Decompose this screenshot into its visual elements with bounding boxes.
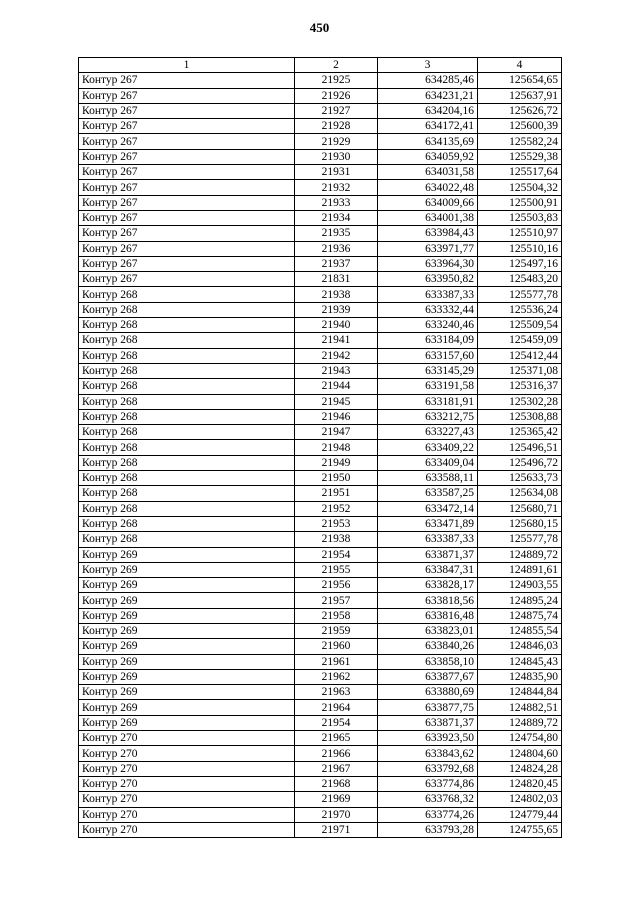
table-row [79, 425, 562, 440]
point-number-cell: 21950 [295, 471, 378, 486]
table-row [79, 88, 562, 103]
y-coordinate-cell: 125536,24 [478, 302, 562, 317]
point-number-cell: 21961 [295, 654, 378, 669]
table-row [79, 593, 562, 608]
contour-name-cell: Контур 269 [79, 685, 295, 700]
contour-name-cell: Контур 267 [79, 88, 295, 103]
point-number-cell: 21957 [295, 593, 378, 608]
y-coordinate-cell: 125654,65 [478, 73, 562, 88]
point-number-cell: 21963 [295, 685, 378, 700]
x-coordinate-cell: 633409,22 [378, 440, 478, 455]
y-coordinate-cell: 125504,32 [478, 180, 562, 195]
point-number-cell: 21937 [295, 256, 378, 271]
table-row [79, 302, 562, 317]
y-coordinate-cell: 125412,44 [478, 348, 562, 363]
contour-name-cell: Контур 268 [79, 486, 295, 501]
y-coordinate-cell: 125308,88 [478, 409, 562, 424]
contour-name-cell: Контур 267 [79, 195, 295, 210]
x-coordinate-cell: 633816,48 [378, 608, 478, 623]
x-coordinate-cell: 633227,43 [378, 425, 478, 440]
contour-name-cell: Контур 268 [79, 333, 295, 348]
table-row [79, 226, 562, 241]
column-header-point: 2 [295, 58, 378, 73]
point-number-cell: 21964 [295, 700, 378, 715]
y-coordinate-cell: 124754,80 [478, 731, 562, 746]
contour-name-cell: Контур 269 [79, 562, 295, 577]
contour-name-cell: Контур 269 [79, 639, 295, 654]
page-number: 450 [309, 20, 330, 35]
table-row [79, 394, 562, 409]
contour-name-cell: Контур 267 [79, 103, 295, 118]
x-coordinate-cell: 633964,30 [378, 256, 478, 271]
point-number-cell: 21938 [295, 532, 378, 547]
point-number-cell: 21931 [295, 165, 378, 180]
contour-name-cell: Контур 269 [79, 593, 295, 608]
table-row [79, 379, 562, 394]
x-coordinate-cell: 633792,68 [378, 761, 478, 776]
contour-name-cell: Контур 267 [79, 256, 295, 271]
table-row [79, 807, 562, 822]
contour-name-cell: Контур 268 [79, 501, 295, 516]
point-number-cell: 21971 [295, 822, 378, 837]
x-coordinate-cell: 633240,46 [378, 318, 478, 333]
contour-name-cell: Контур 268 [79, 425, 295, 440]
point-number-cell: 21926 [295, 88, 378, 103]
point-number-cell: 21949 [295, 455, 378, 470]
x-coordinate-cell: 633587,25 [378, 486, 478, 501]
x-coordinate-cell: 634135,69 [378, 134, 478, 149]
x-coordinate-cell: 633950,82 [378, 272, 478, 287]
point-number-cell: 21927 [295, 103, 378, 118]
point-number-cell: 21951 [295, 486, 378, 501]
y-coordinate-cell: 125496,51 [478, 440, 562, 455]
contour-name-cell: Контур 269 [79, 715, 295, 730]
contour-name-cell: Контур 270 [79, 807, 295, 822]
y-coordinate-cell: 125626,72 [478, 103, 562, 118]
x-coordinate-cell: 633332,44 [378, 302, 478, 317]
contour-name-cell: Контур 267 [79, 165, 295, 180]
contour-name-cell: Контур 268 [79, 394, 295, 409]
table-row [79, 272, 562, 287]
column-header-y: 4 [478, 58, 562, 73]
y-coordinate-cell: 125509,54 [478, 318, 562, 333]
x-coordinate-cell: 633971,77 [378, 241, 478, 256]
table-row [79, 455, 562, 470]
x-coordinate-cell: 633157,60 [378, 348, 478, 363]
point-number-cell: 21952 [295, 501, 378, 516]
point-number-cell: 21947 [295, 425, 378, 440]
x-coordinate-cell: 634001,38 [378, 210, 478, 225]
x-coordinate-cell: 634285,46 [378, 73, 478, 88]
point-number-cell: 21831 [295, 272, 378, 287]
y-coordinate-cell: 124802,03 [478, 792, 562, 807]
table-body [79, 73, 562, 838]
x-coordinate-cell: 634022,48 [378, 180, 478, 195]
contour-name-cell: Контур 269 [79, 623, 295, 638]
y-coordinate-cell: 124844,84 [478, 685, 562, 700]
point-number-cell: 21928 [295, 119, 378, 134]
y-coordinate-cell: 124845,43 [478, 654, 562, 669]
y-coordinate-cell: 124889,72 [478, 547, 562, 562]
point-number-cell: 21948 [295, 440, 378, 455]
y-coordinate-cell: 125302,28 [478, 394, 562, 409]
table-row [79, 532, 562, 547]
y-coordinate-cell: 124895,24 [478, 593, 562, 608]
contour-name-cell: Контур 269 [79, 578, 295, 593]
table-row [79, 210, 562, 225]
point-number-cell: 21929 [295, 134, 378, 149]
x-coordinate-cell: 633858,10 [378, 654, 478, 669]
table-row [79, 501, 562, 516]
contour-name-cell: Контур 270 [79, 792, 295, 807]
contour-name-cell: Контур 268 [79, 440, 295, 455]
point-number-cell: 21953 [295, 516, 378, 531]
point-number-cell: 21943 [295, 363, 378, 378]
contour-name-cell: Контур 267 [79, 180, 295, 195]
point-number-cell: 21932 [295, 180, 378, 195]
x-coordinate-cell: 633471,89 [378, 516, 478, 531]
x-coordinate-cell: 633212,75 [378, 409, 478, 424]
x-coordinate-cell: 633472,14 [378, 501, 478, 516]
y-coordinate-cell: 125582,24 [478, 134, 562, 149]
y-coordinate-cell: 124820,45 [478, 776, 562, 791]
table-row [79, 700, 562, 715]
x-coordinate-cell: 634009,66 [378, 195, 478, 210]
y-coordinate-cell: 125497,16 [478, 256, 562, 271]
point-number-cell: 21965 [295, 731, 378, 746]
y-coordinate-cell: 125365,42 [478, 425, 562, 440]
x-coordinate-cell: 633588,11 [378, 471, 478, 486]
table-row [79, 409, 562, 424]
point-number-cell: 21934 [295, 210, 378, 225]
point-number-cell: 21967 [295, 761, 378, 776]
y-coordinate-cell: 125496,72 [478, 455, 562, 470]
y-coordinate-cell: 124846,03 [478, 639, 562, 654]
y-coordinate-cell: 125459,09 [478, 333, 562, 348]
table-row [79, 486, 562, 501]
x-coordinate-cell: 633984,43 [378, 226, 478, 241]
point-number-cell: 21956 [295, 578, 378, 593]
y-coordinate-cell: 124835,90 [478, 669, 562, 684]
point-number-cell: 21936 [295, 241, 378, 256]
table-row [79, 348, 562, 363]
contour-name-cell: Контур 268 [79, 318, 295, 333]
contour-name-cell: Контур 268 [79, 409, 295, 424]
x-coordinate-cell: 634204,16 [378, 103, 478, 118]
contour-name-cell: Контур 268 [79, 302, 295, 317]
contour-name-cell: Контур 268 [79, 455, 295, 470]
y-coordinate-cell: 125529,38 [478, 149, 562, 164]
point-number-cell: 21960 [295, 639, 378, 654]
point-number-cell: 21925 [295, 73, 378, 88]
contour-name-cell: Контур 268 [79, 348, 295, 363]
contour-name-cell: Контур 270 [79, 776, 295, 791]
y-coordinate-cell: 124824,28 [478, 761, 562, 776]
y-coordinate-cell: 125680,15 [478, 516, 562, 531]
x-coordinate-cell: 633184,09 [378, 333, 478, 348]
contour-name-cell: Контур 267 [79, 226, 295, 241]
table-row [79, 761, 562, 776]
point-number-cell: 21938 [295, 287, 378, 302]
x-coordinate-cell: 633877,67 [378, 669, 478, 684]
point-number-cell: 21962 [295, 669, 378, 684]
y-coordinate-cell: 125510,97 [478, 226, 562, 241]
x-coordinate-cell: 634031,58 [378, 165, 478, 180]
point-number-cell: 21945 [295, 394, 378, 409]
x-coordinate-cell: 633923,50 [378, 731, 478, 746]
x-coordinate-cell: 633774,26 [378, 807, 478, 822]
x-coordinate-cell: 633877,75 [378, 700, 478, 715]
point-number-cell: 21942 [295, 348, 378, 363]
contour-name-cell: Контур 267 [79, 272, 295, 287]
x-coordinate-cell: 633843,62 [378, 746, 478, 761]
table-row [79, 119, 562, 134]
table-row [79, 333, 562, 348]
table-row [79, 103, 562, 118]
x-coordinate-cell: 633871,37 [378, 547, 478, 562]
table-row [79, 578, 562, 593]
x-coordinate-cell: 633793,28 [378, 822, 478, 837]
contour-name-cell: Контур 267 [79, 134, 295, 149]
contour-name-cell: Контур 268 [79, 471, 295, 486]
x-coordinate-cell: 634059,92 [378, 149, 478, 164]
point-number-cell: 21939 [295, 302, 378, 317]
point-number-cell: 21941 [295, 333, 378, 348]
table-row [79, 195, 562, 210]
x-coordinate-cell: 633840,26 [378, 639, 478, 654]
contour-name-cell: Контур 269 [79, 700, 295, 715]
y-coordinate-cell: 125503,83 [478, 210, 562, 225]
point-number-cell: 21946 [295, 409, 378, 424]
point-number-cell: 21940 [295, 318, 378, 333]
x-coordinate-cell: 633880,69 [378, 685, 478, 700]
contour-name-cell: Контур 268 [79, 379, 295, 394]
table-row [79, 363, 562, 378]
point-number-cell: 21954 [295, 715, 378, 730]
contour-name-cell: Контур 267 [79, 119, 295, 134]
table-row [79, 134, 562, 149]
table-row [79, 623, 562, 638]
contour-name-cell: Контур 270 [79, 731, 295, 746]
table-row [79, 608, 562, 623]
table-row [79, 669, 562, 684]
contour-name-cell: Контур 267 [79, 241, 295, 256]
table-row [79, 318, 562, 333]
y-coordinate-cell: 125633,73 [478, 471, 562, 486]
contour-name-cell: Контур 269 [79, 654, 295, 669]
contour-name-cell: Контур 269 [79, 608, 295, 623]
y-coordinate-cell: 125483,20 [478, 272, 562, 287]
contour-name-cell: Контур 270 [79, 746, 295, 761]
contour-name-cell: Контур 268 [79, 363, 295, 378]
table-row [79, 792, 562, 807]
x-coordinate-cell: 633823,01 [378, 623, 478, 638]
y-coordinate-cell: 125577,78 [478, 287, 562, 302]
table-row [79, 440, 562, 455]
y-coordinate-cell: 125637,91 [478, 88, 562, 103]
y-coordinate-cell: 124889,72 [478, 715, 562, 730]
contour-name-cell: Контур 268 [79, 516, 295, 531]
y-coordinate-cell: 124779,44 [478, 807, 562, 822]
point-number-cell: 21968 [295, 776, 378, 791]
table-row [79, 256, 562, 271]
y-coordinate-cell: 125371,08 [478, 363, 562, 378]
x-coordinate-cell: 633828,17 [378, 578, 478, 593]
table-row [79, 562, 562, 577]
table-row [79, 776, 562, 791]
point-number-cell: 21966 [295, 746, 378, 761]
table-row [79, 241, 562, 256]
contour-name-cell: Контур 270 [79, 761, 295, 776]
point-number-cell: 21944 [295, 379, 378, 394]
x-coordinate-cell: 633387,33 [378, 287, 478, 302]
y-coordinate-cell: 125600,39 [478, 119, 562, 134]
x-coordinate-cell: 633191,58 [378, 379, 478, 394]
contour-name-cell: Контур 269 [79, 669, 295, 684]
y-coordinate-cell: 124903,55 [478, 578, 562, 593]
x-coordinate-cell: 633818,56 [378, 593, 478, 608]
contour-name-cell: Контур 267 [79, 149, 295, 164]
table-row [79, 73, 562, 88]
table-row [79, 654, 562, 669]
table-row [79, 287, 562, 302]
table-row [79, 180, 562, 195]
contour-name-cell: Контур 267 [79, 210, 295, 225]
x-coordinate-cell: 633768,32 [378, 792, 478, 807]
table-row [79, 547, 562, 562]
x-coordinate-cell: 633181,91 [378, 394, 478, 409]
contour-name-cell: Контур 269 [79, 547, 295, 562]
y-coordinate-cell: 124804,60 [478, 746, 562, 761]
point-number-cell: 21930 [295, 149, 378, 164]
x-coordinate-cell: 633871,37 [378, 715, 478, 730]
coordinates-table [78, 57, 562, 838]
table-row [79, 149, 562, 164]
table-row [79, 746, 562, 761]
point-number-cell: 21954 [295, 547, 378, 562]
point-number-cell: 21933 [295, 195, 378, 210]
table-row [79, 731, 562, 746]
y-coordinate-cell: 125577,78 [478, 532, 562, 547]
column-header-x: 3 [378, 58, 478, 73]
y-coordinate-cell: 124875,74 [478, 608, 562, 623]
table-row [79, 639, 562, 654]
y-coordinate-cell: 125316,37 [478, 379, 562, 394]
table-row [79, 685, 562, 700]
contour-name-cell: Контур 268 [79, 287, 295, 302]
point-number-cell: 21955 [295, 562, 378, 577]
y-coordinate-cell: 125510,16 [478, 241, 562, 256]
contour-name-cell: Контур 268 [79, 532, 295, 547]
contour-name-cell: Контур 270 [79, 822, 295, 837]
x-coordinate-cell: 634231,21 [378, 88, 478, 103]
y-coordinate-cell: 125680,71 [478, 501, 562, 516]
y-coordinate-cell: 124755,65 [478, 822, 562, 837]
x-coordinate-cell: 633145,29 [378, 363, 478, 378]
x-coordinate-cell: 634172,41 [378, 119, 478, 134]
x-coordinate-cell: 633409,04 [378, 455, 478, 470]
point-number-cell: 21935 [295, 226, 378, 241]
y-coordinate-cell: 125500,91 [478, 195, 562, 210]
x-coordinate-cell: 633774,86 [378, 776, 478, 791]
point-number-cell: 21958 [295, 608, 378, 623]
y-coordinate-cell: 125517,64 [478, 165, 562, 180]
y-coordinate-cell: 124855,54 [478, 623, 562, 638]
column-header-name: 1 [79, 58, 295, 73]
table-row [79, 715, 562, 730]
table-row [79, 471, 562, 486]
contour-name-cell: Контур 267 [79, 73, 295, 88]
table-row [79, 822, 562, 837]
point-number-cell: 21970 [295, 807, 378, 822]
point-number-cell: 21969 [295, 792, 378, 807]
x-coordinate-cell: 633847,31 [378, 562, 478, 577]
y-coordinate-cell: 125634,08 [478, 486, 562, 501]
point-number-cell: 21959 [295, 623, 378, 638]
x-coordinate-cell: 633387,33 [378, 532, 478, 547]
table-row [79, 165, 562, 180]
table-row [79, 516, 562, 531]
y-coordinate-cell: 124882,51 [478, 700, 562, 715]
y-coordinate-cell: 124891,61 [478, 562, 562, 577]
table-header-row [79, 58, 562, 73]
